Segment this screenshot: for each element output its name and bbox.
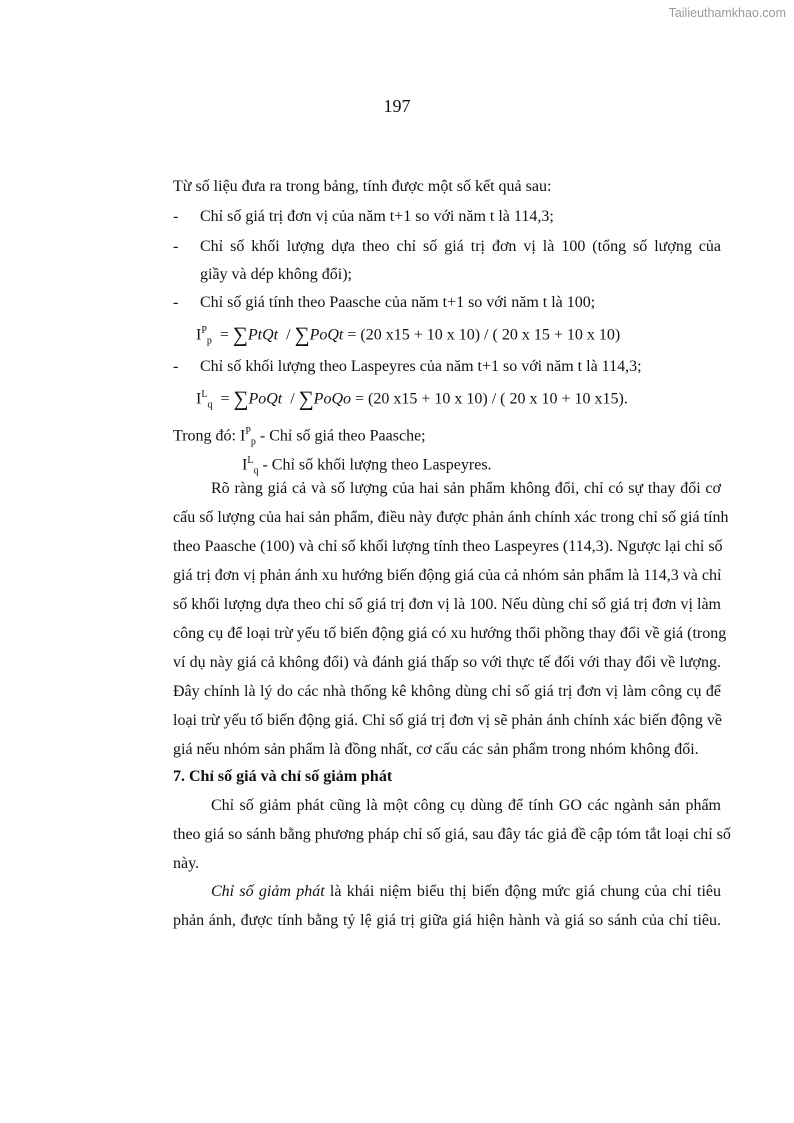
para1-line: giá trị đơn vị phản ánh xu hướng biến động giá của cả nhóm sản phẩm là 114,3 và chỉ — [173, 567, 722, 584]
para1-line: công cụ để loại trừ yếu tố biến động giá có xu hướng thổi phồng thay đổi về giá (trong — [173, 625, 727, 642]
para1-line: Rõ ràng giá cả và số lượng của hai sản phẩm không đổi, chỉ có sự thay đổi cơ — [211, 480, 721, 497]
para2-line: theo giá so sánh bằng phương pháp chỉ số giá, sau đây tác giả đề cập tóm tắt loại chỉ số — [173, 826, 731, 843]
bullet-3: Chỉ số giá tính theo Paasche của năm t+1 so với năm t là 100; — [200, 294, 596, 311]
para1-line: cấu số lượng của hai sản phẩm, điều này được phản ánh chính xác trong chỉ số giá tính — [173, 509, 729, 526]
watermark: Tailieuthamkhao.com — [668, 6, 786, 20]
para3-line-2: phản ánh, được tính bằng tỷ lệ giá trị giữa giá hiện hành và giá so sánh của chỉ tiêu. — [173, 912, 721, 929]
para1-line: Đây chính là lý do các nhà thống kê không dùng chỉ số giá trị đơn vị làm công cụ để — [173, 683, 721, 700]
intro-text: Từ số liệu đưa ra trong bảng, tính được một số kết quả sau: — [173, 178, 552, 195]
para1-line: ví dụ này giá cả không đổi) và đánh giá thấp so với thực tế đối với thay đổi về lượng. — [173, 654, 721, 671]
bullet-dash: - — [173, 238, 179, 255]
laspeyres-formula: $I^L_q$ = ∑PoQt / ∑PoQo = (20 x15 + 10 x 10) / ( 20 x 10 + 10 x15). — [196, 386, 628, 411]
para1-line: số khối lượng dựa theo chỉ số giá trị đơn vị là 100. Nếu dùng chỉ số giá trị đơn vị làm — [173, 596, 721, 613]
bullet-2-line-1: Chỉ số khối lượng dựa theo chỉ số giá trị đơn vị là 100 (tổng số lượng của — [200, 238, 721, 255]
term-deflator: Chỉ số giảm phát — [211, 883, 325, 900]
para1-line: giá nếu nhóm sản phẩm là đồng nhất, cơ cấu các sản phẩm trong nhóm không đổi. — [173, 741, 699, 758]
bullet-dash: - — [173, 358, 179, 375]
section-heading: 7. Chỉ số giá và chỉ số giảm phát — [173, 768, 393, 785]
paasche-formula: $I^P_p$ = ∑PtQt / ∑PoQt = (20 x15 + 10 x 10) / ( 20 x 15 + 10 x 10) — [196, 322, 621, 347]
where-laspeyres: $I^L_q$ - Chỉ số khối lượng theo Laspeyres. — [242, 455, 492, 477]
para3-line-1: Chỉ số giảm phát là khái niệm biểu thị biến động mức giá chung của chỉ tiêu — [211, 883, 721, 900]
bullet-4: Chỉ số khối lượng theo Laspeyres của năm t+1 so với năm t là 114,3; — [200, 358, 642, 375]
para1-line: theo Paasche (100) và chỉ số khối lượng tính theo Laspeyres (114,3). Ngược lại chỉ số — [173, 538, 723, 555]
bullet-dash: - — [173, 294, 179, 311]
page-number: 197 — [383, 96, 411, 116]
bullet-2-line-2: giầy và dép không đổi); — [200, 266, 352, 283]
where-paasche: Trong đó: $I^P_p$ - Chỉ số giá theo Paasche; — [173, 426, 426, 448]
para1-line: loại trừ yếu tố biến động giá. Chỉ số giá trị đơn vị sẽ phản ánh chính xác biến động về — [173, 712, 723, 729]
bullet-dash: - — [173, 208, 179, 225]
para2-line: Chỉ số giảm phát cũng là một công cụ dùng để tính GO các ngành sản phẩm — [211, 797, 721, 814]
bullet-1: Chỉ số giá trị đơn vị của năm t+1 so với năm t là 114,3; — [200, 208, 554, 225]
para2-line: này. — [173, 855, 200, 872]
